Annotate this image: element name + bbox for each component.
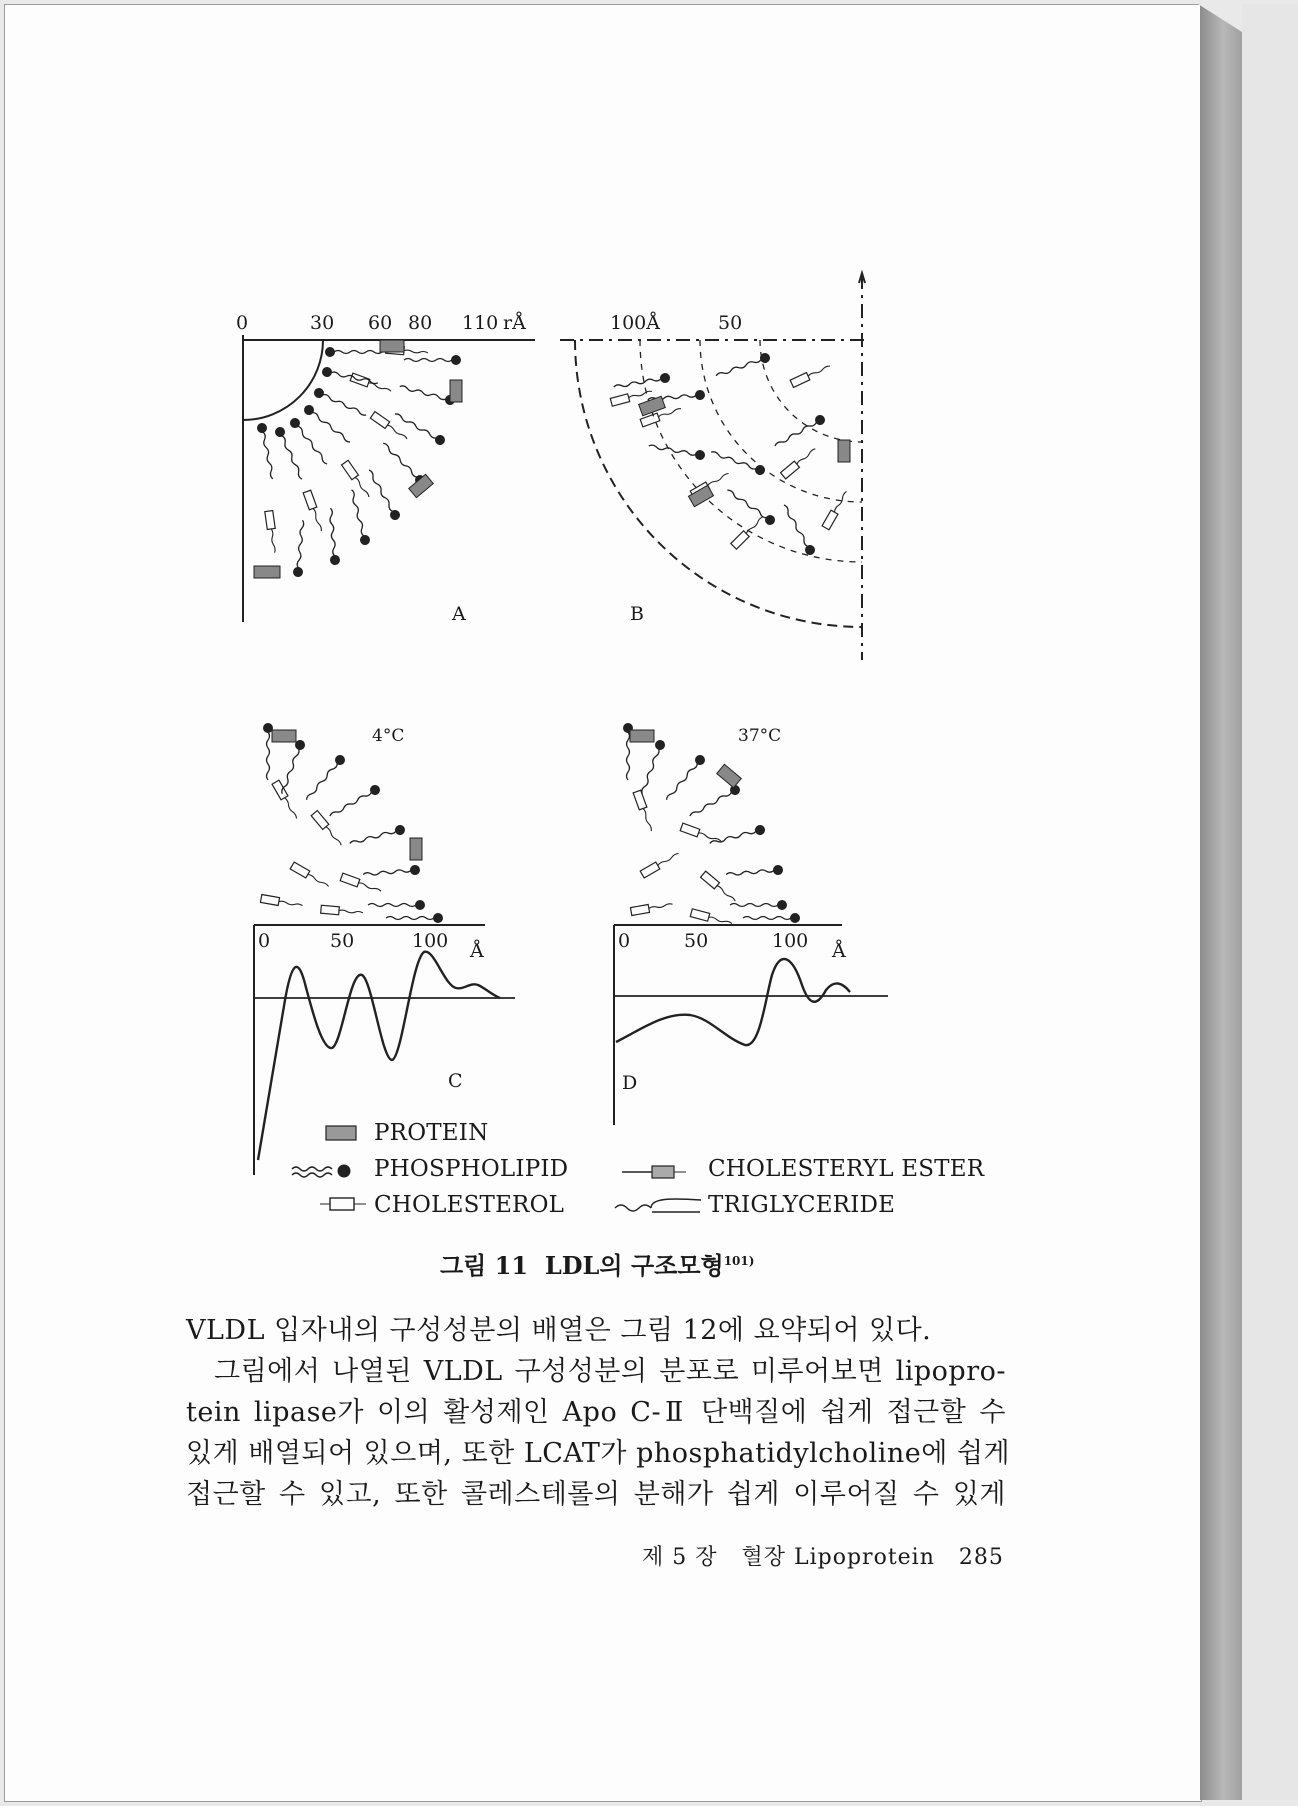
panel-a-tick-unit: rÅ <box>503 312 526 334</box>
panel-c-temperature: 4°C <box>372 726 405 746</box>
paragraph-line-1: VLDL 입자내의 구성성분의 배열은 그림 12에 요약되어 있다. <box>186 1315 932 1346</box>
paragraph-line-4: 있게 배열되어 있으며, 또한 LCAT가 phosphatidylcholine에 쉽게 <box>186 1438 1011 1469</box>
paragraph-line-3: tein lipase가 이의 활성제인 Apo C-Ⅱ 단백질에 쉽게 접근할 수 <box>186 1397 1006 1428</box>
footer-section: 혈장 <box>741 1545 786 1570</box>
panel-c-tick-100: 100 <box>412 930 449 952</box>
panel-b-tick-100: 100Å <box>610 312 660 334</box>
paragraph-line-2: 그림에서 나열된 VLDL 구성성분의 분포로 미루어보면 lipopro- <box>214 1356 1006 1387</box>
panel-a-tick-110: 110 <box>462 312 499 334</box>
panel-a-tick-30: 30 <box>310 312 335 334</box>
panel-a-drawing <box>243 335 535 622</box>
legend-protein: PROTEIN <box>374 1120 489 1146</box>
panel-d-temperature: 37°C <box>738 726 782 746</box>
panel-c-tick-unit: Å <box>470 940 484 962</box>
panel-a-tick-60: 60 <box>368 312 393 334</box>
footer-chapter: 제 5 장 <box>642 1545 718 1570</box>
caption-text: LDL의 구조모형 <box>544 1251 724 1280</box>
panel-c-tick-50: 50 <box>330 930 355 952</box>
legend-triglyceride: TRIGLYCERIDE <box>708 1192 896 1218</box>
page-footer <box>642 1540 1004 1571</box>
panel-d-tick-100: 100 <box>772 930 809 952</box>
footer-topic: Lipoprotein <box>794 1545 935 1570</box>
legend-cholesteryl-ester: CHOLESTERYL ESTER <box>708 1156 985 1182</box>
panel-b-label: B <box>630 603 644 625</box>
panel-b-drawing <box>560 273 865 660</box>
panel-c-label: C <box>448 1070 463 1092</box>
panel-a-tick-80: 80 <box>408 312 433 334</box>
panel-d-tick-unit: Å <box>832 940 846 962</box>
caption-prefix: 그림 11 <box>440 1251 529 1280</box>
panel-d-tick-50: 50 <box>684 930 709 952</box>
body-paragraph <box>186 1310 1011 1515</box>
legend-cholesterol: CHOLESTEROL <box>374 1192 565 1218</box>
panel-b-tick-50: 50 <box>718 312 743 334</box>
panel-d-label: D <box>622 1072 638 1094</box>
figure-caption <box>440 1246 754 1281</box>
panel-d-tick-0: 0 <box>618 930 631 952</box>
panel-a-tick-0: 0 <box>236 312 249 334</box>
panel-d-drawing <box>614 724 888 1126</box>
page-number: 285 <box>958 1545 1004 1570</box>
panel-c-tick-0: 0 <box>258 930 271 952</box>
caption-reference: 101) <box>723 1254 755 1268</box>
paragraph-line-5: 접근할 수 있고, 또한 콜레스테롤의 분해가 쉽게 이루어질 수 있게 <box>186 1479 1006 1510</box>
legend-phospholipid: PHOSPHOLIPID <box>374 1156 569 1182</box>
panel-a-label: A <box>452 603 466 625</box>
